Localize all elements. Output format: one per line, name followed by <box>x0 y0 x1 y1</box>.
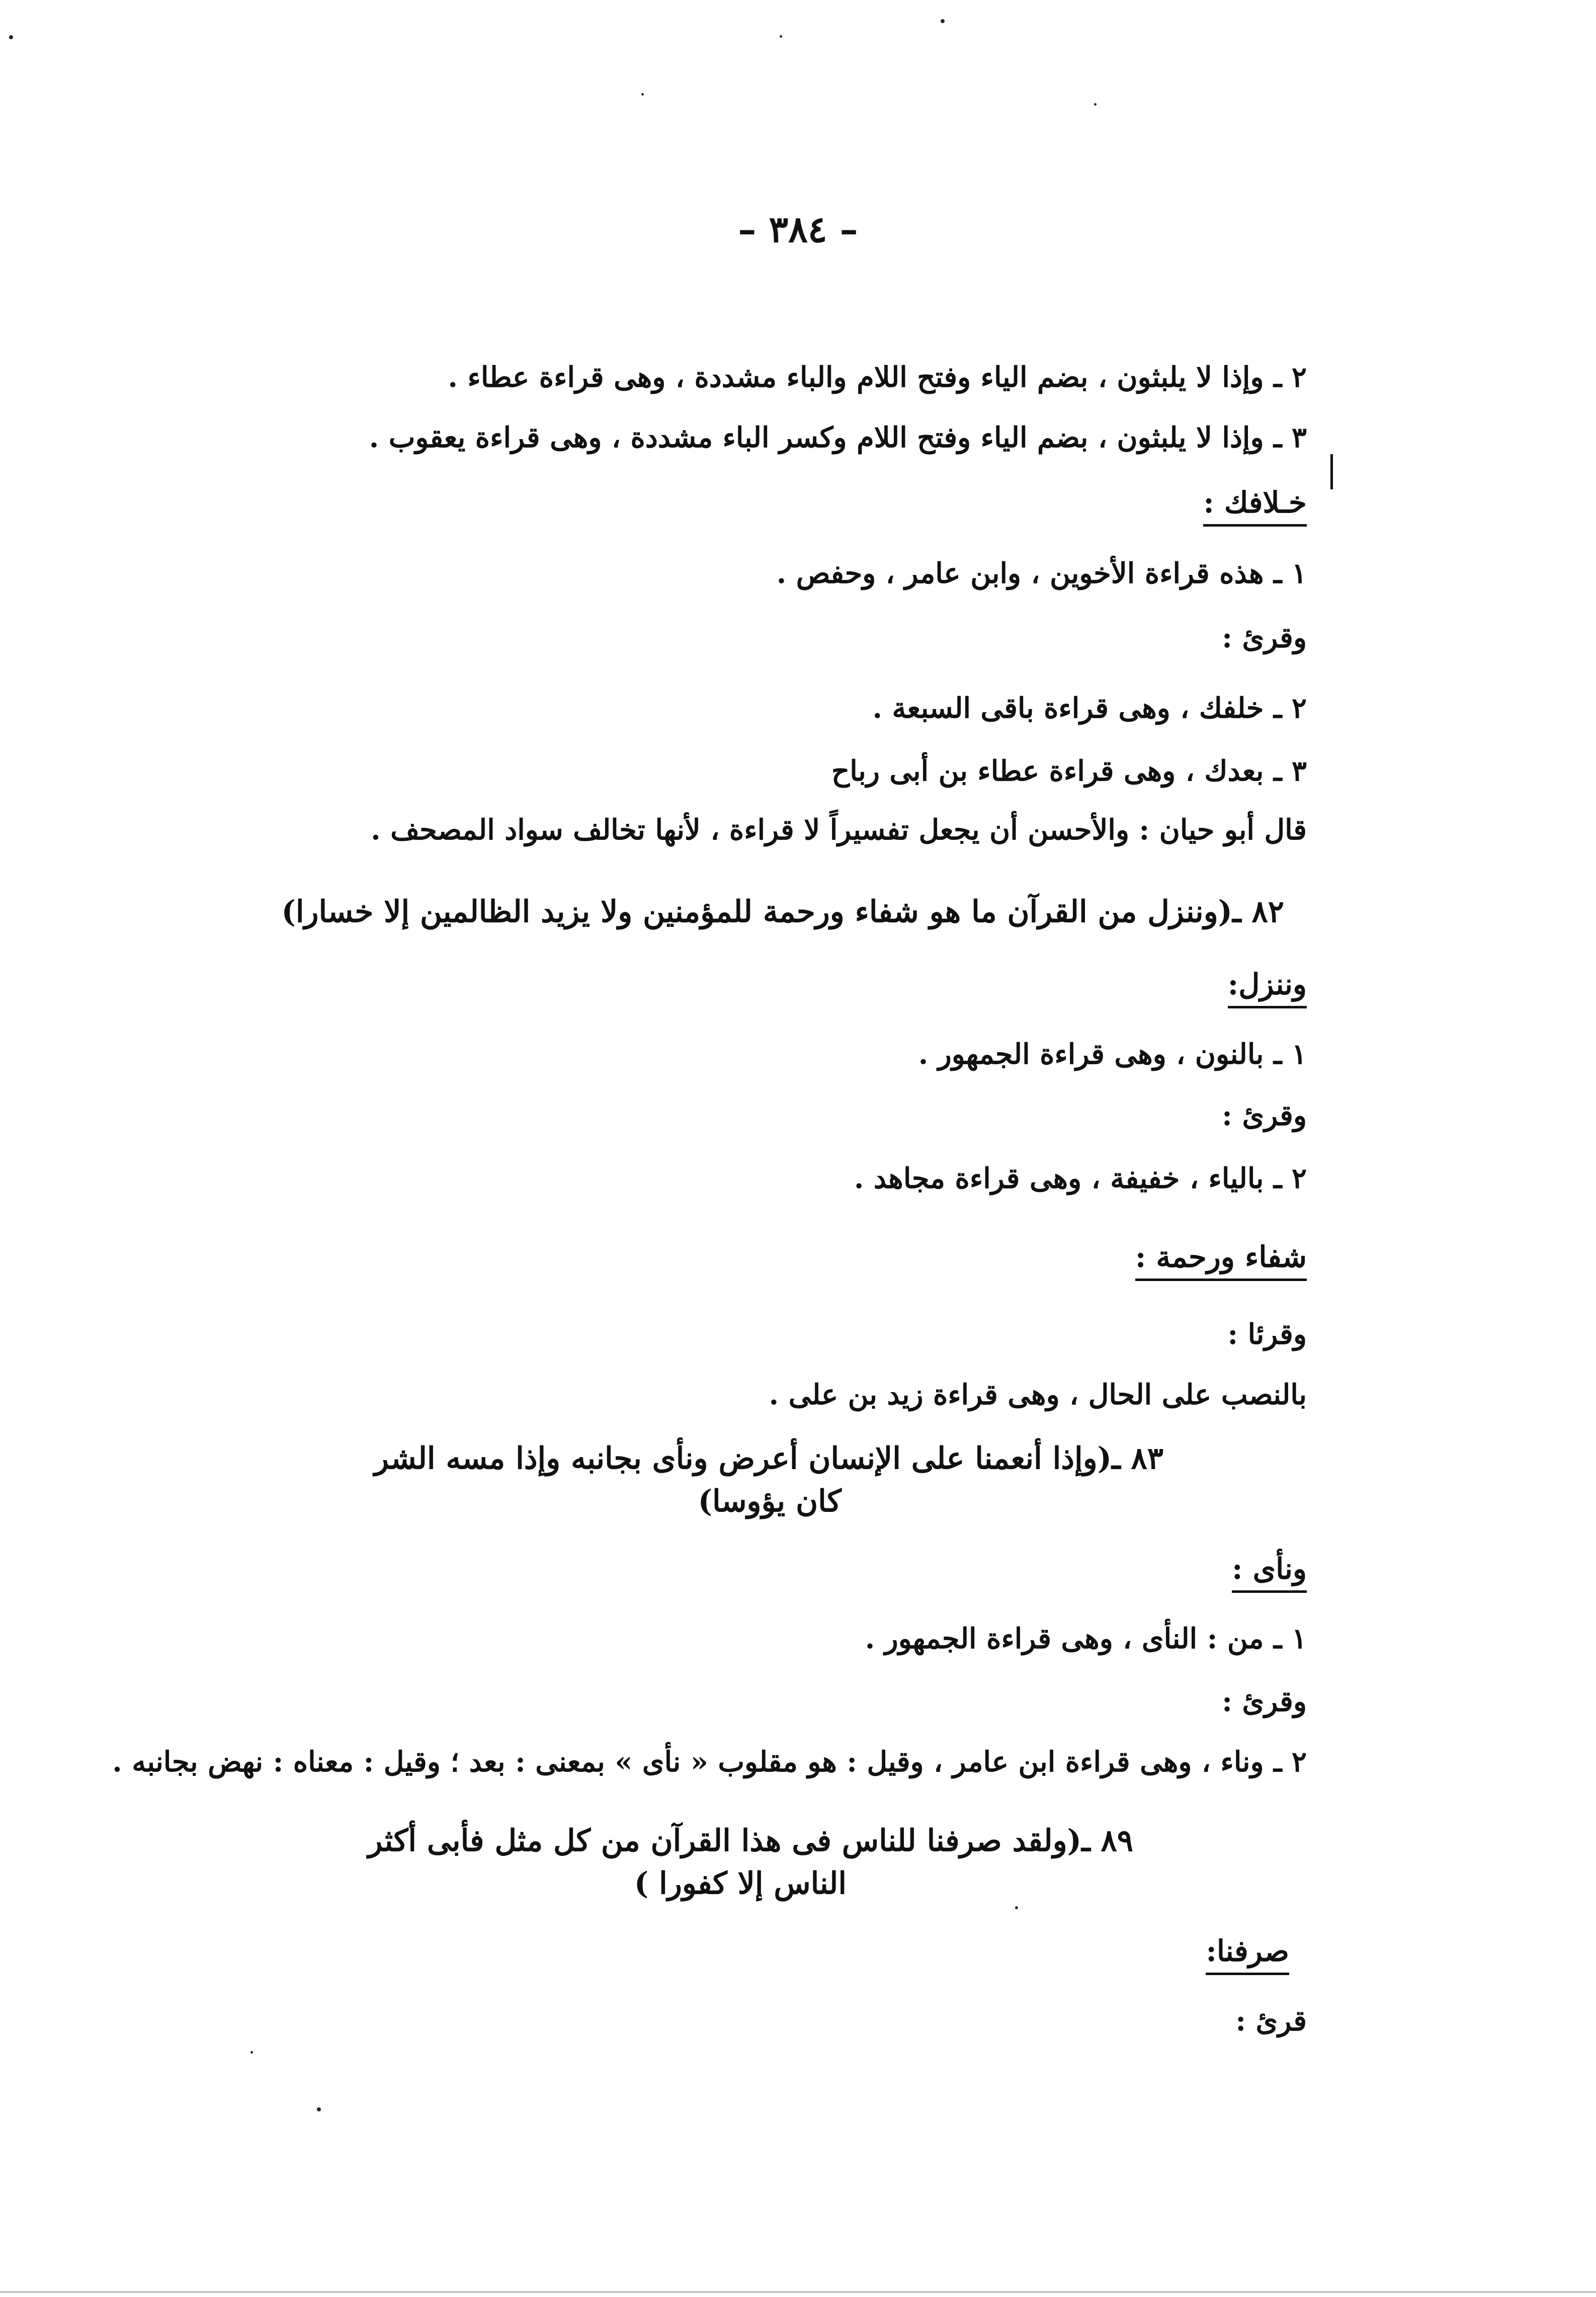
scan-speck <box>1094 103 1097 106</box>
text-line: وقرئ : <box>1222 621 1307 654</box>
text-line: ١ ـ بالنون ، وهى قراءة الجمهور . <box>918 1038 1307 1071</box>
text-line: بالنصب على الحال ، وهى قراءة زيد بن على . <box>769 1378 1307 1411</box>
text-line: ٢ ـ خلفك ، وهى قراءة باقى السبعة . <box>872 692 1307 725</box>
page-bottom-edge <box>0 2291 1596 2293</box>
quran-verse: ٨٢ ـ(وننزل من القرآن ما هو شفاء ورحمة للمؤمنين ولا يزيد الظالمين إلا خسارا) <box>281 894 1284 929</box>
scan-speck <box>1015 1906 1018 1909</box>
text-line: ١ ـ من : النأى ، وهى قراءة الجمهور . <box>865 1622 1307 1655</box>
quran-verse-continuation: الناس إلا كفورا ) <box>634 1866 847 1901</box>
scan-speck <box>941 19 945 23</box>
text-line: قال أبو حيان : والأحسن أن يجعل تفسيراً لا قراءة ، لأنها تخالف سواد المصحف . <box>371 813 1307 846</box>
text-line: وقرئا : <box>1227 1318 1307 1351</box>
text-line: قرئ : <box>1235 2004 1307 2037</box>
quran-verse: ٨٣ ـ(وإذا أنعمنا على الإنسان أعرض ونأى بجانبه وإذا مسه الشر <box>374 1441 1163 1476</box>
text-line: وقرئ : <box>1222 1099 1307 1132</box>
scan-speck <box>9 35 13 39</box>
quran-verse-continuation: كان يؤوسا) <box>698 1484 842 1519</box>
margin-mark <box>1330 454 1333 489</box>
scan-speck <box>317 2107 321 2111</box>
section-heading: خـلافك : <box>1203 488 1307 527</box>
section-heading: شفاء ورحمة : <box>1135 1242 1307 1281</box>
section-heading: صرفنا: <box>1206 1936 1289 1975</box>
scan-speck <box>250 2051 253 2054</box>
text-line: ٢ ـ وإذا لا يلبثون ، بضم الياء وفتح اللام والباء مشددة ، وهى قراءة عطاء . <box>448 361 1307 394</box>
text-line: ٢ ـ وناء ، وهى قراءة ابن عامر ، وقيل : هو مقلوب « نأى » بمعنى : بعد ؛ وقيل : معناه : نهض بجانبه . <box>112 1745 1307 1778</box>
page-number: – ٣٨٤ – <box>738 208 858 250</box>
text-line: ١ ـ هذه قراءة الأخوين ، وابن عامر ، وحفص . <box>776 557 1307 590</box>
quran-verse: ٨٩ ـ(ولقد صرفنا للناس فى هذا القرآن من كل مثل فأبى أكثر <box>368 1823 1133 1858</box>
text-line: ٣ ـ وإذا لا يلبثون ، بضم الياء وفتح اللام وكسر الباء مشددة ، وهى قراءة يعقوب . <box>369 421 1307 454</box>
text-line: وقرئ : <box>1222 1685 1307 1718</box>
text-line: ٣ ـ بعدك ، وهى قراءة عطاء بن أبى رباح <box>831 754 1307 788</box>
section-heading: وننزل: <box>1228 970 1307 1008</box>
scan-speck <box>780 35 782 38</box>
text-line: ٢ ـ بالياء ، خفيفة ، وهى قراءة مجاهد . <box>854 1162 1307 1195</box>
scan-speck <box>641 93 644 96</box>
section-heading: ونأى : <box>1232 1554 1307 1593</box>
